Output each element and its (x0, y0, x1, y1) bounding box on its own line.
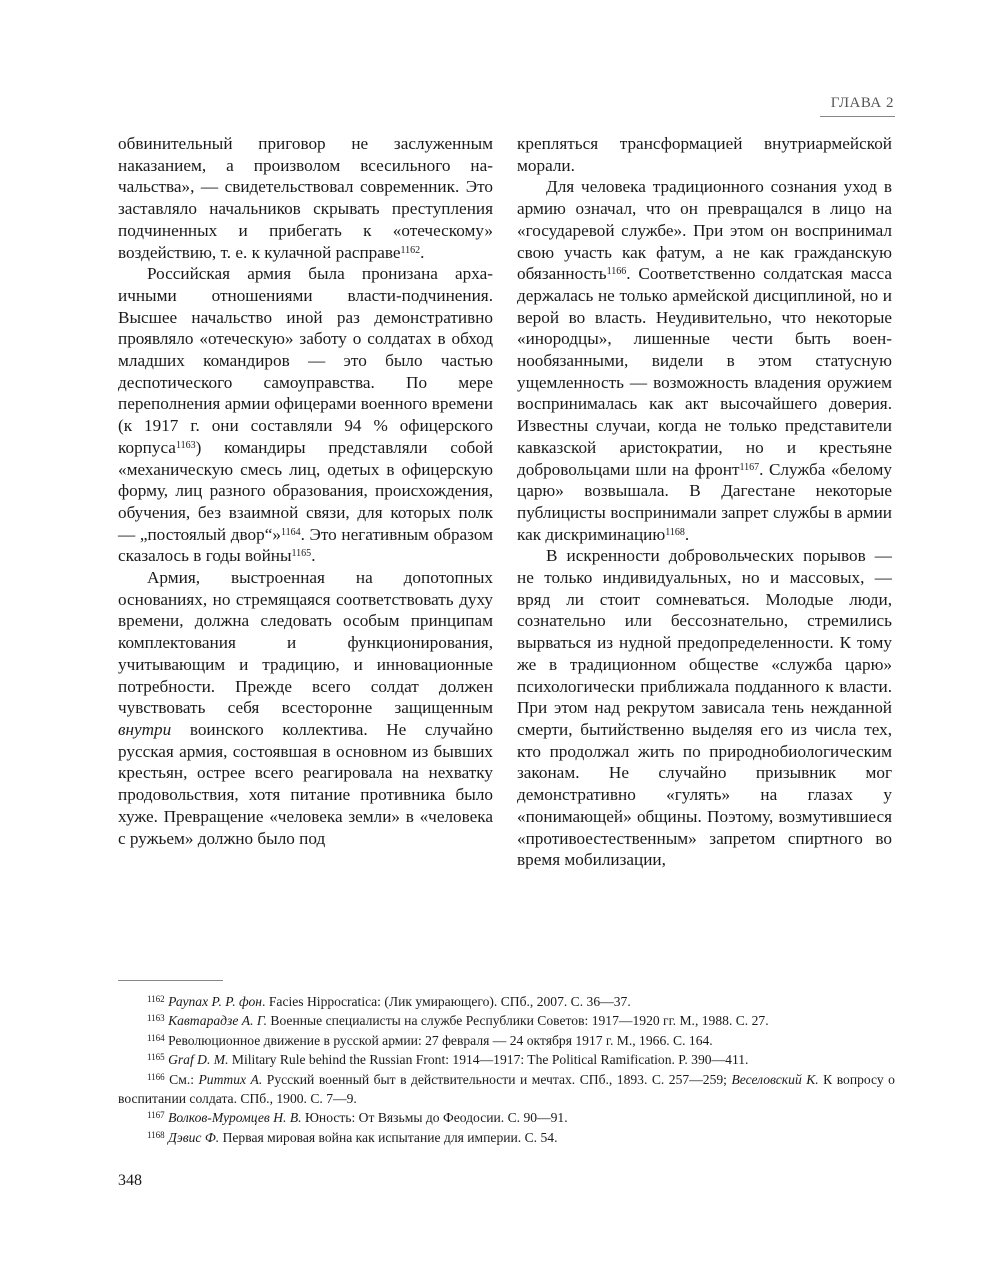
footnote-author: Дэвис Ф. (168, 1129, 220, 1145)
footnote-number: 1165 (147, 1052, 165, 1063)
footnote-number: 1168 (147, 1129, 165, 1140)
footnote-ref: 1163 (175, 439, 196, 451)
paragraph-text: Для человека традиционного сознания уход в армию означал, что он превращался в лицо на «государевой службе». При этом он воспринимал свою участь как фатум, а не как гражданскую обязанность (517, 177, 892, 284)
paragraph-text: воинского коллектива. Не случайно русская армия, состоявшая в основном из бывших крестьян, острее всего реагировала на нехватку продовольствия, хотя питание противника было хуже. Превращение «человека земли» в «человека с ружьем» должно было под (118, 719, 493, 848)
footnote-ref: 1164 (280, 526, 301, 538)
paragraph (517, 133, 892, 176)
footnote-author: Graf D. M. (168, 1052, 229, 1068)
emphasis: внутри (118, 719, 172, 739)
footnote (118, 1108, 895, 1127)
paragraph-text: обвинительный приговор не заслуженным наказанием, а произволом всесильного начальства», — свидетельствовал современник. Это заставляло начальников скрывать преступления подчиненных и прибегать к «отеческому» воздействию, т. е. к кулачной расправе (118, 134, 493, 262)
paragraph-text: . (684, 524, 690, 544)
footnote-text: Первая мировая война как испытание для империи. С. 54. (219, 1129, 558, 1145)
footnote (118, 1011, 895, 1030)
paragraph-text: Российская армия была пронизана архаичными отношениями власти-подчинения. Высшее начальство иной раз демонстративно проявляло «отеческую» заботу о солдатах в обход младших командиров — это было частью деспотического самоуправства. По мере переполнения армии офицерами военного времени (к 1917 г. они составляли 94 % офицерского корпуса (118, 264, 493, 457)
paragraph-text: крепляться трансформацией внутриармейской морали. (517, 134, 892, 175)
paragraph-text: . (311, 546, 316, 566)
left-column (118, 133, 493, 849)
footnote-ref: 1168 (665, 526, 685, 538)
footnote-text: Юность: От Вязьмы до Феодосии. С. 90—91. (301, 1110, 568, 1126)
footnote (118, 1031, 895, 1050)
paragraph-text: . Это негативным образом сказалось в годы войны (118, 524, 493, 566)
footnote-number: 1167 (147, 1110, 165, 1121)
page-number: 348 (118, 1172, 142, 1189)
paragraph-text: . Служба «белому царю» возвышала. В Дагестане некоторые публицисты воспринимали запрет службы в армии как дискриминацию (517, 459, 893, 544)
paragraph (118, 567, 493, 849)
footnote-text: Военные специалисты на службе Республики Советов: 1917—1920 гг. М., 1988. С. 27. (267, 1013, 769, 1029)
footnote (118, 992, 895, 1011)
footnote-text: . Facies Hippocratica: (Лик умирающего). СПб., 2007. С. 36—37. (262, 994, 631, 1009)
footnote-author: Кавтарадзе А. Г. (168, 1013, 267, 1029)
footnote-author: Риттих А. (198, 1071, 263, 1087)
footnote-text: Military Rule behind the Russian Front: 1914—1917: The Political Ramification. P. 390—411. (228, 1052, 749, 1068)
footnote-text: Революционное движение в русской армии: 27 февраля — 24 октября 1917 г. М., 1966. С. 164. (164, 1032, 713, 1048)
paragraph (517, 176, 892, 545)
footnote-author: Волков-Муромцев Н. В. (168, 1110, 302, 1126)
footnote (118, 1050, 895, 1069)
footnote-text: См.: (164, 1071, 199, 1087)
footnote-ref: 1166 (606, 266, 627, 278)
footnote-number: 1166 (147, 1071, 165, 1082)
paragraph (118, 263, 493, 567)
paragraph (118, 133, 493, 263)
running-head-rule (820, 116, 895, 117)
footnote (118, 1128, 895, 1147)
footnote (118, 1070, 895, 1109)
right-column (517, 133, 892, 871)
footnote-text: К вопросу о воспитании солдата. СПб., 1900. С. 7—9. (118, 1071, 895, 1107)
paragraph (517, 545, 892, 871)
paragraph-text: В искренности добровольческих порывов — не только индивидуальных, но и массовых, — вряд ли стоит сомневаться. Молодые люди, сознательно или бессознательно, стремились вырваться из нудной предопределенности. К тому же в традиционном обществе «служба царю» психологически приближала подданного к власти. При этом над рекрутом зависала тень нежданной смерти, бытийственно выделяя его из числа тех, кто продолжал жить по природнобиологическим законам. Не случайно призывник мог демонстративно «гулять» на глазах у «понимающей» общины. Поэтому, возмутившиеся «противоестественным» запретом спиртного во время мобилизации, (517, 546, 892, 870)
paragraph-text: . Соответственно солдатская масса держалась не только армейской дисциплиной, но и верой во власть. Неудивительно, что некоторые «инородцы», лишенные чести быть военнообязанными, видели в этом статусную ущемленность — возможность владения оружием воспринималась как акт высочайшего доверия. Известны случаи, когда не только представители кавказской аристократии, но и крестьяне добровольцами шли на фронт (517, 264, 892, 479)
footnote-ref: 1162 (400, 244, 421, 256)
footnote-ref: 1165 (291, 548, 312, 560)
footnote-separator (118, 980, 223, 981)
footnote-author: Веселовский К. (731, 1071, 819, 1087)
footnote-ref: 1167 (739, 461, 760, 473)
paragraph-text: . (420, 242, 425, 262)
footnote-text: Русский военный быт в действительности и мечтах. СПб., 1893. С. 257—259; (262, 1071, 732, 1087)
footnote-author: Раупах Р. Р. фон (168, 994, 263, 1009)
footnote-number: 1162 (147, 994, 165, 1004)
footnote-number: 1163 (147, 1013, 165, 1024)
paragraph-text: Армия, выстроенная на допотопных основаниях, но стремящаяся соответствовать духу времени, должна следовать особым принципам комплектования и функционирования, учитывающим и традицию, и инновационные потребности. Прежде всего солдат должен чувствовать себя всесторонне защищенным (118, 568, 493, 718)
paragraph-text: ) командиры представляли собой «механическую смесь лиц, одетых в офицерскую форму, лиц разного образования, происхождения, обучения, без взаимной связи, для которых полк — „постоялый двор“» (118, 437, 493, 544)
footnote-number: 1164 (147, 1032, 165, 1043)
running-head: ГЛАВА 2 (830, 95, 894, 111)
footnotes (118, 992, 895, 1147)
